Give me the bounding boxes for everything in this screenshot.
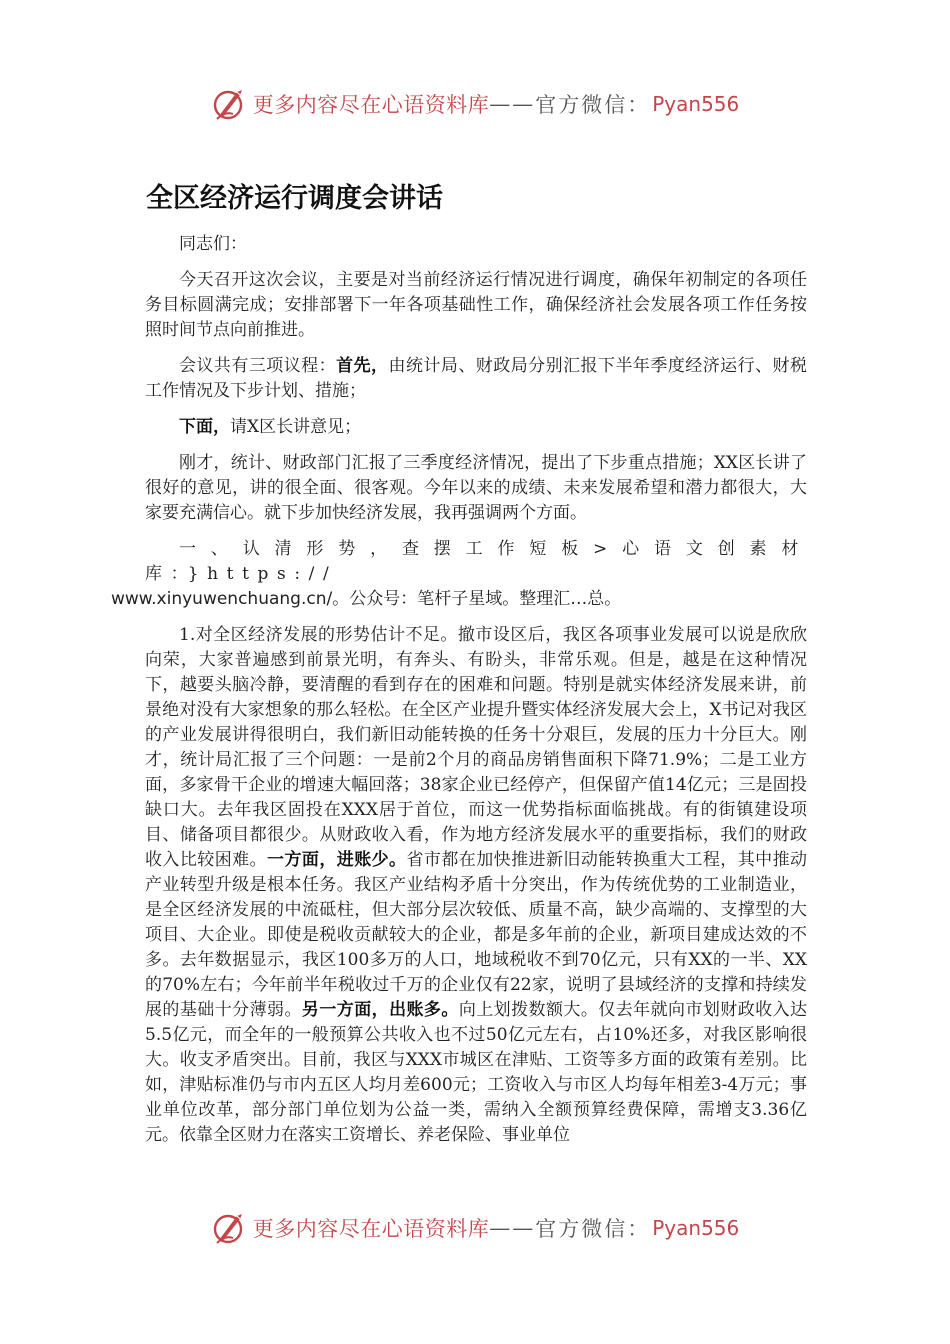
page-title: 全区经济运行调度会讲话	[146, 183, 443, 214]
banner-wechat-label: 官方微信：	[535, 93, 651, 117]
document-body	[111, 232, 808, 1148]
banner-dash: ——	[489, 1216, 536, 1240]
paragraph-intro: 今天召开这次会议，主要是对当前经济运行情况进行调度，确保年初制定的各项任务目标圆满完成；安排部署下一年各项基础性工作，确保经济社会发展各项工作任务按照时间节点向前推进。	[145, 270, 807, 340]
banner-text: 更多内容尽在心语资料库	[252, 1217, 490, 1241]
banner-wechat-label: 官方微信：	[535, 1217, 651, 1241]
banner-dash: ——	[489, 92, 536, 116]
banner-wechat-id: Pyan556	[652, 1216, 740, 1240]
section-heading-1: 一、认清形势，查摆工作短板>心语文创素材库：}https:// www.xinyuwenchuang.cn/。公众号：笔杆子星域。整理汇…总。	[111, 539, 807, 609]
footer-banner	[0, 1206, 950, 1250]
header-banner	[0, 82, 950, 126]
paragraph-summary: 刚才，统计、财政部门汇报了三季度经济情况，提出了下步重点措施；XX区长讲了很好的意见，讲的很全面、很客观。今年以来的成绩、未来发展希望和潜力都很大，大家要充满信心。就下步加快经济发展，我再强调两个方面。	[145, 453, 807, 523]
pen-logo-icon	[211, 1210, 247, 1246]
paragraph-situation: 1.对全区经济发展的形势估计不足。撤市设区后，我区各项事业发展可以说是欣欣向荣，大家普遍感到前景光明，有奔头、有盼头，非常乐观。但是，越是在这种情况下，越要头脑冷静，要清醒的看到存在的困难和问题。特别是就实体经济发展来讲，前景绝对没有大家想象的那么轻松。在全区产业提升暨实体经济发展大会上，X书记对我区的产业发展讲得很明白，我们新旧动能转换的任务十分艰巨，发展的压力十分巨大。刚才，统计局汇报了三个问题：一是前2个月的商品房销售面积下降71.9%；二是工业方面，多家骨干企业的增速大幅回落；38家企业已经停产，但保留产值14亿元；三是固投缺口大。去年我区固投在XXX居于首位，而这一优势指标面临挑战。有的街镇建设项目、储备项目都很少。从财政收入看，作为地方经济发展水平的重要指标，我们的财政收入比较困难。一方面，进账少。省市都在加快推进新旧动能转换重大工程，其中推动产业转型升级是根本任务。我区产业结构矛盾十分突出，作为传统优势的工业制造业，是全区经济发展的中流砥柱，但大部分层次较低、质量不高，缺少高端的、支撑型的大项目、大企业。即使是税收贡献较大的企业，都是多年前的企业，新项目建成达效的不多。去年数据显示，我区100多万的人口，地域税收不到70亿元，只有XX的一半、XX的70%左右；今年前半年税收过千万的企业仅有22家，说明了县域经济的支撑和持续发展的基础十分薄弱。另一方面，出账多。向上划拨数额大。仅去年就向市划财政收入达5.5亿元，而全年的一般预算公共收入也不过50亿元左右，占10%还多，对我区影响很大。收支矛盾突出。目前，我区与XXX市城区在津贴、工资等多方面的政策有差别。比如，津贴标准仍与市内五区人均月差600元；工资收入与市区人均每年相差3-4万元；事业单位改革，部分部门单位划为公益一类，需纳入全额预算经费保障，需增支3.36亿元。依靠全区财力在落实工资增长、养老保险、事业单位	[145, 625, 808, 1145]
banner-text: 更多内容尽在心语资料库	[252, 93, 490, 117]
pen-logo-icon	[211, 86, 247, 122]
banner-wechat-id: Pyan556	[652, 92, 740, 116]
greeting: 同志们：	[179, 234, 247, 254]
paragraph-agenda: 会议共有三项议程：首先，由统计局、财政局分别汇报下半年季度经济运行、财税工作情况及下步计划、措施；	[145, 356, 808, 401]
paragraph-next: 下面，请X区长讲意见；	[179, 417, 362, 437]
